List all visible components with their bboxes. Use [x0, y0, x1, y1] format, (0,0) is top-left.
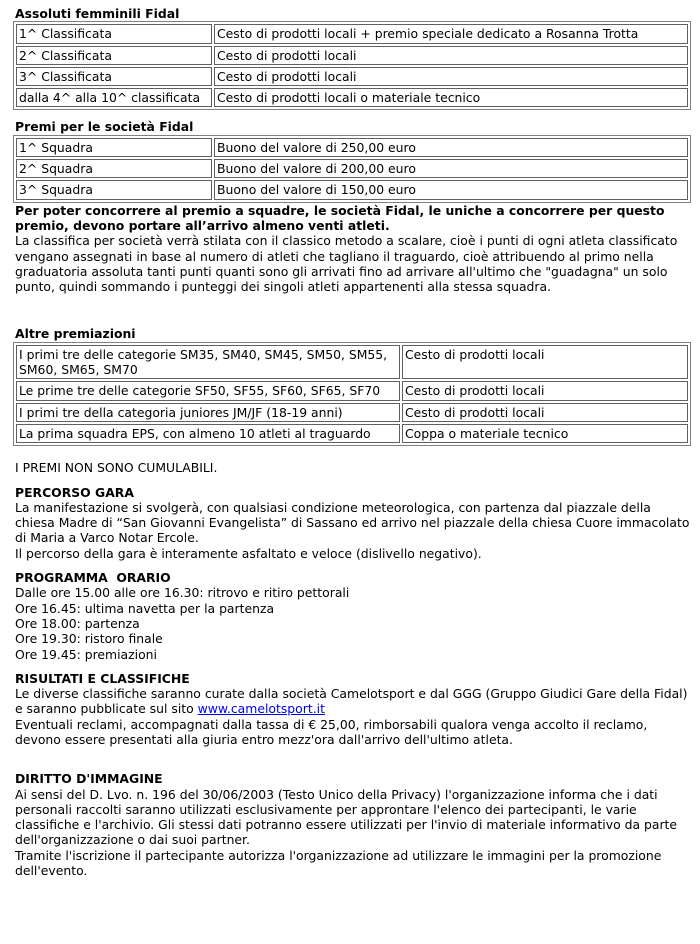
risultati-text [15, 686, 691, 717]
table-cell: Coppa o materiale tecnico [402, 424, 688, 443]
document-page [15, 6, 691, 878]
table-cell: Cesto di prodotti locali [214, 67, 688, 86]
table-row [16, 138, 688, 157]
diritto-text: Ai sensi del D. Lvo. n. 196 del 30/06/2003 (Testo Unico della Privacy) l'organizzazione informa che i dati personali raccolti saranno utilizzati esclusivamente per approntare l'elenco dei partecipanti, le varie classifiche e l'archivio. Gli stessi dati potranno essere utilizzati per l'invio di materiale informativo da parte dell'organizzazione o dai suoi partner. [15, 786, 678, 848]
table-row [16, 403, 688, 422]
altre-heading: Altre premiazioni [15, 326, 136, 342]
table-cell: dalla 4^ alla 10^ classificata [16, 88, 212, 107]
premi-note: I PREMI NON SONO CUMULABILI. [15, 460, 218, 476]
table-cell: Buono del valore di 150,00 euro [214, 180, 688, 199]
table-cell: Le prime tre delle categorie SF50, SF55, SF60, SF65, SF70 [16, 381, 400, 400]
table-row [16, 381, 688, 400]
table-cell: Cesto di prodotti locali [214, 46, 688, 65]
altre-table [13, 342, 691, 446]
diritto-text-2: Tramite l'iscrizione il partecipante autorizza l'organizzazione ad utilizzare le immagini per la promozione dell'evento. [15, 847, 662, 879]
table-cell: I primi tre della categoria juniores JM/JF (18-19 anni) [16, 403, 400, 422]
table-cell: Cesto di prodotti locali o materiale tecnico [214, 88, 688, 107]
table-cell: 1^ Squadra [16, 138, 212, 157]
table-cell: Cesto di prodotti locali [402, 381, 688, 400]
programma-line: Dalle ore 15.00 alle ore 16.30: ritrovo e ritiro pettorali [15, 585, 350, 601]
table-cell: Cesto di prodotti locali [402, 345, 688, 380]
table-cell: La prima squadra EPS, con almeno 10 atleti al traguardo [16, 424, 400, 443]
femminili-table [13, 21, 691, 110]
table-cell: Buono del valore di 200,00 euro [214, 159, 688, 178]
table-row [16, 46, 688, 65]
table-cell: Cesto di prodotti locali [402, 403, 688, 422]
table-cell: 3^ Squadra [16, 180, 212, 199]
table-cell: 2^ Classificata [16, 46, 212, 65]
table-cell: 3^ Classificata [16, 67, 212, 86]
femminili-heading: Assoluti femminili Fidal [15, 6, 180, 21]
table-row [16, 180, 688, 199]
percorso-text: La manifestazione si svolgerà, con qualsiasi condizione meteorologica, con partenza dal piazzale della chiesa Madre di “San Giovanni Evangelista” di Sassano ed arrivo nel piazzale della chiesa Cuore immacolato di Maria a Varco Notar Ercole. [15, 499, 690, 546]
programma-heading: PROGRAMMA ORARIO [15, 570, 171, 586]
table-cell: Buono del valore di 250,00 euro [214, 138, 688, 157]
table-row [16, 424, 688, 443]
table-row [16, 345, 688, 380]
table-row [16, 67, 688, 86]
camelotsport-link[interactable]: www.camelotsport.it [197, 701, 325, 717]
risultati-text-lead: Le diverse classifiche saranno curate dalla società Camelotsport e dal GGG (Gruppo Giudici Gare della Fidal) e saranno pubblicate sul sito [15, 686, 688, 717]
table-cell: 2^ Squadra [16, 159, 212, 178]
societa-note-bold: Per poter concorrere al premio a squadre, le società Fidal, le uniche a concorrere per questo premio, devono portare all’arrivo almeno venti atleti. [15, 202, 665, 233]
programma-line: Ore 16.45: ultima navetta per la partenza [15, 600, 275, 616]
table-cell: 1^ Classificata [16, 24, 212, 43]
societa-note-text: La classifica per società verrà stilata con il classico metodo a scalare, cioè i punti di ogni atleta classificato vengano assegnati in base al numero di atleti che tagliano il traguardo, cioè attribuendo al primo nella graduatoria assoluta tanti punti quanti sono gli arrivati fino ad arrivare all'ultimo che "guadagna" un solo punto, quindi sommando i punteggi dei singoli atleti appartenenti alla stessa squadra. [15, 233, 678, 295]
programma-line: Ore 19.30: ristoro finale [15, 631, 163, 647]
programma-line: Ore 18.00: partenza [15, 615, 140, 631]
societa-heading: Premi per le società Fidal [15, 119, 194, 135]
programma-line: Ore 19.45: premiazioni [15, 646, 157, 662]
societa-table [13, 135, 691, 203]
diritto-heading: DIRITTO D'IMMAGINE [15, 771, 163, 787]
table-cell: I primi tre delle categorie SM35, SM40, SM45, SM50, SM55, SM60, SM65, SM70 [16, 345, 400, 380]
percorso-text-2: Il percorso della gara è interamente asfaltato e veloce (dislivello negativo). [15, 545, 482, 561]
table-row [16, 159, 688, 178]
percorso-heading: PERCORSO GARA [15, 484, 134, 500]
table-row [16, 24, 688, 43]
table-cell: Cesto di prodotti locali + premio speciale dedicato a Rosanna Trotta [214, 24, 688, 43]
table-row [16, 88, 688, 107]
risultati-text-2: Eventuali reclami, accompagnati dalla tassa di € 25,00, rimborsabili qualora venga accolto il reclamo, devono essere presentati alla giuria entro mezz'ora dall'arrivo dell'ultimo atleta. [15, 716, 648, 747]
risultati-heading: RISULTATI E CLASSIFICHE [15, 670, 190, 686]
